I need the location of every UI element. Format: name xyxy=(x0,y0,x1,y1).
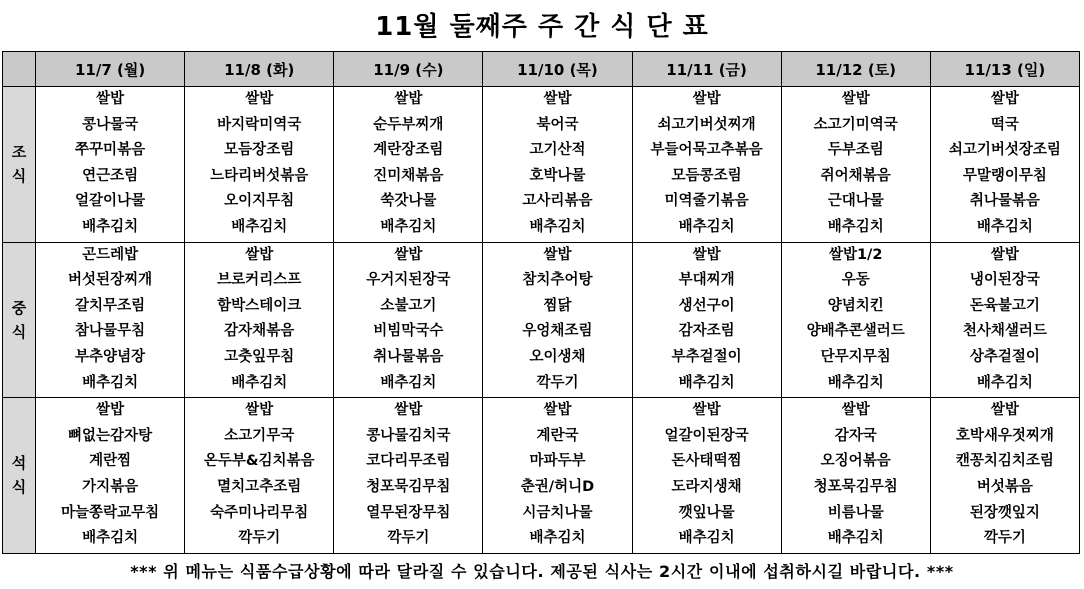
menu-item: 바지락미역국 xyxy=(217,116,302,133)
menu-cell xyxy=(36,87,185,243)
menu-item: 배추김치 xyxy=(529,218,586,235)
meal-label xyxy=(3,242,36,398)
menu-item: 부대찌개 xyxy=(678,272,735,289)
menu-item: 우엉채조림 xyxy=(522,323,593,340)
menu-item: 쌀밥 xyxy=(990,91,1019,107)
menu-item: 배추김치 xyxy=(380,218,437,235)
menu-item: 오징어볶음 xyxy=(820,453,891,470)
menu-item: 배추김치 xyxy=(976,218,1033,235)
menu-item: 쌀밥 xyxy=(692,91,721,107)
menu-item: 온두부&김치볶음 xyxy=(203,453,315,470)
menu-item: 쌀밥 xyxy=(692,246,721,263)
menu-item: 감자채볶음 xyxy=(224,323,295,340)
menu-cell xyxy=(930,398,1079,554)
menu-item: 시금치나물 xyxy=(522,504,593,521)
menu-item: 모듬장조림 xyxy=(224,142,295,159)
menu-item: 상추겉절이 xyxy=(969,348,1040,365)
menu-item: 가지볶음 xyxy=(82,478,139,495)
menu-item: 모듬콩조림 xyxy=(671,167,742,184)
menu-item: 쌀밥 xyxy=(394,246,423,263)
menu-item: 브로커리스프 xyxy=(217,272,302,289)
menu-item: 깍두기 xyxy=(238,530,281,547)
menu-item: 콩나물국 xyxy=(82,116,139,133)
menu-cell xyxy=(781,87,930,243)
menu-item: 두부조림 xyxy=(827,142,884,159)
menu-item: 쇠고기버섯장조림 xyxy=(948,142,1061,159)
menu-item: 쌀밥 xyxy=(841,91,870,107)
menu-item: 쌀밥1/2 xyxy=(828,246,883,263)
menu-item: 배추김치 xyxy=(82,530,139,547)
footer-note: *** 위 메뉴는 식품수급상황에 따라 달라질 수 있습니다. 제공된 식사는 2시간 이내에 섭취하시길 바랍니다. *** xyxy=(130,561,954,581)
menu-cell xyxy=(483,398,632,554)
meal-row-breakfast xyxy=(3,87,1080,243)
menu-item: 청포묵김무침 xyxy=(813,478,898,495)
menu-item: 배추김치 xyxy=(827,374,884,391)
menu-cell xyxy=(781,242,930,398)
menu-item: 춘권/허니D xyxy=(520,478,595,495)
menu-item: 배추김치 xyxy=(827,530,884,547)
menu-item: 쌀밥 xyxy=(543,91,572,107)
menu-item: 쌀밥 xyxy=(96,402,125,419)
menu-item: 쌀밥 xyxy=(245,402,274,419)
menu-item: 계란장조림 xyxy=(373,142,444,159)
menu-item: 쭈꾸미볶음 xyxy=(75,142,146,159)
menu-item: 마늘쫑락교무침 xyxy=(61,504,160,521)
meal-label-char: 식 xyxy=(11,167,27,186)
meal-row-lunch xyxy=(3,242,1080,398)
menu-item: 배추김치 xyxy=(82,218,139,235)
menu-item: 배추김치 xyxy=(380,374,437,391)
menu-item: 쌀밥 xyxy=(841,402,870,419)
menu-cell xyxy=(483,242,632,398)
menu-item: 쌀밥 xyxy=(990,402,1019,419)
menu-item: 미역줄기볶음 xyxy=(664,193,749,210)
menu-item: 쌀밥 xyxy=(990,246,1019,263)
menu-item: 냉이된장국 xyxy=(969,272,1040,289)
menu-item: 우거지된장국 xyxy=(366,272,451,289)
menu-item: 비빔막국수 xyxy=(373,323,444,340)
menu-item: 깍두기 xyxy=(983,530,1026,547)
menu-item: 계란국 xyxy=(536,427,579,444)
menu-item: 참나물무침 xyxy=(75,323,146,340)
menu-item: 얼갈이된장국 xyxy=(664,427,749,444)
menu-item: 소고기미역국 xyxy=(813,116,898,133)
day-header: 11/9 (수) xyxy=(334,52,483,87)
meal-label-char: 중 xyxy=(11,298,27,317)
menu-item: 돈육불고기 xyxy=(969,297,1040,314)
menu-item: 배추김치 xyxy=(678,218,735,235)
menu-item: 쌀밥 xyxy=(394,91,423,107)
menu-item: 얼갈이나물 xyxy=(75,193,146,210)
menu-item: 고춧잎무침 xyxy=(224,348,295,365)
meal-label-char: 조 xyxy=(11,143,27,162)
menu-item: 북어국 xyxy=(536,116,579,133)
menu-cell xyxy=(36,398,185,554)
menu-item: 쌀밥 xyxy=(245,246,274,263)
menu-cell xyxy=(334,87,483,243)
day-header: 11/10 (목) xyxy=(483,52,632,87)
menu-item: 캔꽁치김치조림 xyxy=(955,453,1054,470)
meal-label-char: 식 xyxy=(11,322,27,341)
menu-item: 된장깻잎지 xyxy=(969,504,1040,521)
menu-item: 뼈없는감자탕 xyxy=(68,427,153,444)
menu-cell xyxy=(36,242,185,398)
menu-item: 호박새우젓찌개 xyxy=(955,427,1054,444)
menu-cell xyxy=(483,87,632,243)
menu-item: 쌀밥 xyxy=(245,91,274,107)
menu-item: 마파두부 xyxy=(529,453,586,470)
menu-item: 진미채볶음 xyxy=(373,167,444,184)
menu-item: 소불고기 xyxy=(380,297,437,314)
menu-item: 고기산적 xyxy=(529,142,586,159)
menu-item: 돈사태떡찜 xyxy=(671,453,742,470)
day-header: 11/13 (일) xyxy=(930,52,1079,87)
menu-item: 쌀밥 xyxy=(96,91,125,107)
menu-cell xyxy=(930,242,1079,398)
menu-item: 멸치고추조림 xyxy=(217,478,302,495)
menu-item: 비름나물 xyxy=(827,504,884,521)
day-header: 11/11 (금) xyxy=(632,52,781,87)
menu-item: 소고기무국 xyxy=(224,427,295,444)
menu-item: 고사리볶음 xyxy=(522,193,593,210)
menu-item: 청포묵김무침 xyxy=(366,478,451,495)
menu-item: 취나물볶음 xyxy=(373,348,444,365)
menu-item: 배추김치 xyxy=(678,374,735,391)
menu-item: 감자국 xyxy=(834,427,877,444)
menu-item: 배추김치 xyxy=(827,218,884,235)
menu-item: 갈치무조림 xyxy=(75,297,146,314)
menu-item: 버섯된장찌개 xyxy=(68,272,153,289)
weekly-menu-table xyxy=(2,51,1080,554)
menu-item: 도라지생채 xyxy=(671,478,742,495)
menu-item: 양배추콘샐러드 xyxy=(806,323,905,340)
day-header: 11/7 (월) xyxy=(36,52,185,87)
menu-item: 쌀밥 xyxy=(692,402,721,419)
menu-item: 호박나물 xyxy=(529,167,586,184)
menu-item: 열무된장무침 xyxy=(366,504,451,521)
menu-item: 깍두기 xyxy=(387,530,430,547)
menu-item: 깍두기 xyxy=(536,374,579,391)
page-title: 11월 둘째주 주 간 식 단 표 xyxy=(375,11,709,42)
meal-label-char: 식 xyxy=(11,478,27,497)
menu-item: 부추양념장 xyxy=(75,348,146,365)
menu-item: 오이지무침 xyxy=(224,193,295,210)
menu-item: 양념치킨 xyxy=(827,297,884,314)
menu-item: 쥐어채볶음 xyxy=(820,167,891,184)
menu-item: 배추김치 xyxy=(82,374,139,391)
menu-item: 계란찜 xyxy=(89,453,132,470)
menu-item: 버섯볶음 xyxy=(976,478,1033,495)
menu-item: 콩나물김치국 xyxy=(366,427,451,444)
menu-item: 생선구이 xyxy=(678,297,735,314)
menu-cell xyxy=(185,398,334,554)
menu-cell xyxy=(781,398,930,554)
day-header: 11/8 (화) xyxy=(185,52,334,87)
menu-item: 쌀밥 xyxy=(394,402,423,419)
menu-item: 오이생채 xyxy=(529,348,586,365)
menu-item: 쌀밥 xyxy=(543,402,572,419)
menu-item: 코다리무조림 xyxy=(366,453,451,470)
menu-item: 감자조림 xyxy=(678,323,735,340)
menu-item: 쇠고기버섯찌개 xyxy=(657,116,756,133)
menu-cell xyxy=(930,87,1079,243)
menu-item: 단무지무침 xyxy=(820,348,891,365)
menu-item: 부추겉절이 xyxy=(671,348,742,365)
menu-item: 근대나물 xyxy=(827,193,884,210)
menu-item: 연근조림 xyxy=(82,167,139,184)
menu-item: 쑥갓나물 xyxy=(380,193,437,210)
menu-item: 참치추어탕 xyxy=(522,272,593,289)
menu-cell xyxy=(632,242,781,398)
menu-item: 느타리버섯볶음 xyxy=(210,167,309,184)
menu-cell xyxy=(334,242,483,398)
menu-item: 배추김치 xyxy=(529,530,586,547)
day-header: 11/12 (토) xyxy=(781,52,930,87)
menu-item: 부들어묵고추볶음 xyxy=(650,142,763,159)
menu-item: 천사채샐러드 xyxy=(962,323,1047,340)
menu-item: 깻잎나물 xyxy=(678,504,735,521)
menu-item: 순두부찌개 xyxy=(373,116,444,133)
menu-item: 찜닭 xyxy=(543,297,572,314)
menu-item: 쌀밥 xyxy=(543,246,572,263)
meal-label xyxy=(3,398,36,554)
menu-item: 배추김치 xyxy=(231,218,288,235)
menu-cell xyxy=(632,398,781,554)
menu-item: 취나물볶음 xyxy=(969,193,1040,210)
menu-item: 숙주미나리무침 xyxy=(210,504,309,521)
menu-cell xyxy=(185,242,334,398)
meal-label-char: 석 xyxy=(11,454,27,473)
menu-item: 무말랭이무침 xyxy=(962,167,1047,184)
meal-row-dinner xyxy=(3,398,1080,554)
menu-item: 떡국 xyxy=(990,116,1019,133)
corner-cell xyxy=(3,52,36,87)
menu-item: 우동 xyxy=(841,272,870,289)
menu-item: 배추김치 xyxy=(678,530,735,547)
menu-item: 함박스테이크 xyxy=(217,297,302,314)
menu-item: 곤드레밥 xyxy=(82,246,139,263)
meal-label xyxy=(3,87,36,243)
menu-cell xyxy=(632,87,781,243)
menu-item: 배추김치 xyxy=(976,374,1033,391)
menu-item: 배추김치 xyxy=(231,374,288,391)
menu-cell xyxy=(185,87,334,243)
day-header-row xyxy=(3,52,1080,87)
menu-cell xyxy=(334,398,483,554)
